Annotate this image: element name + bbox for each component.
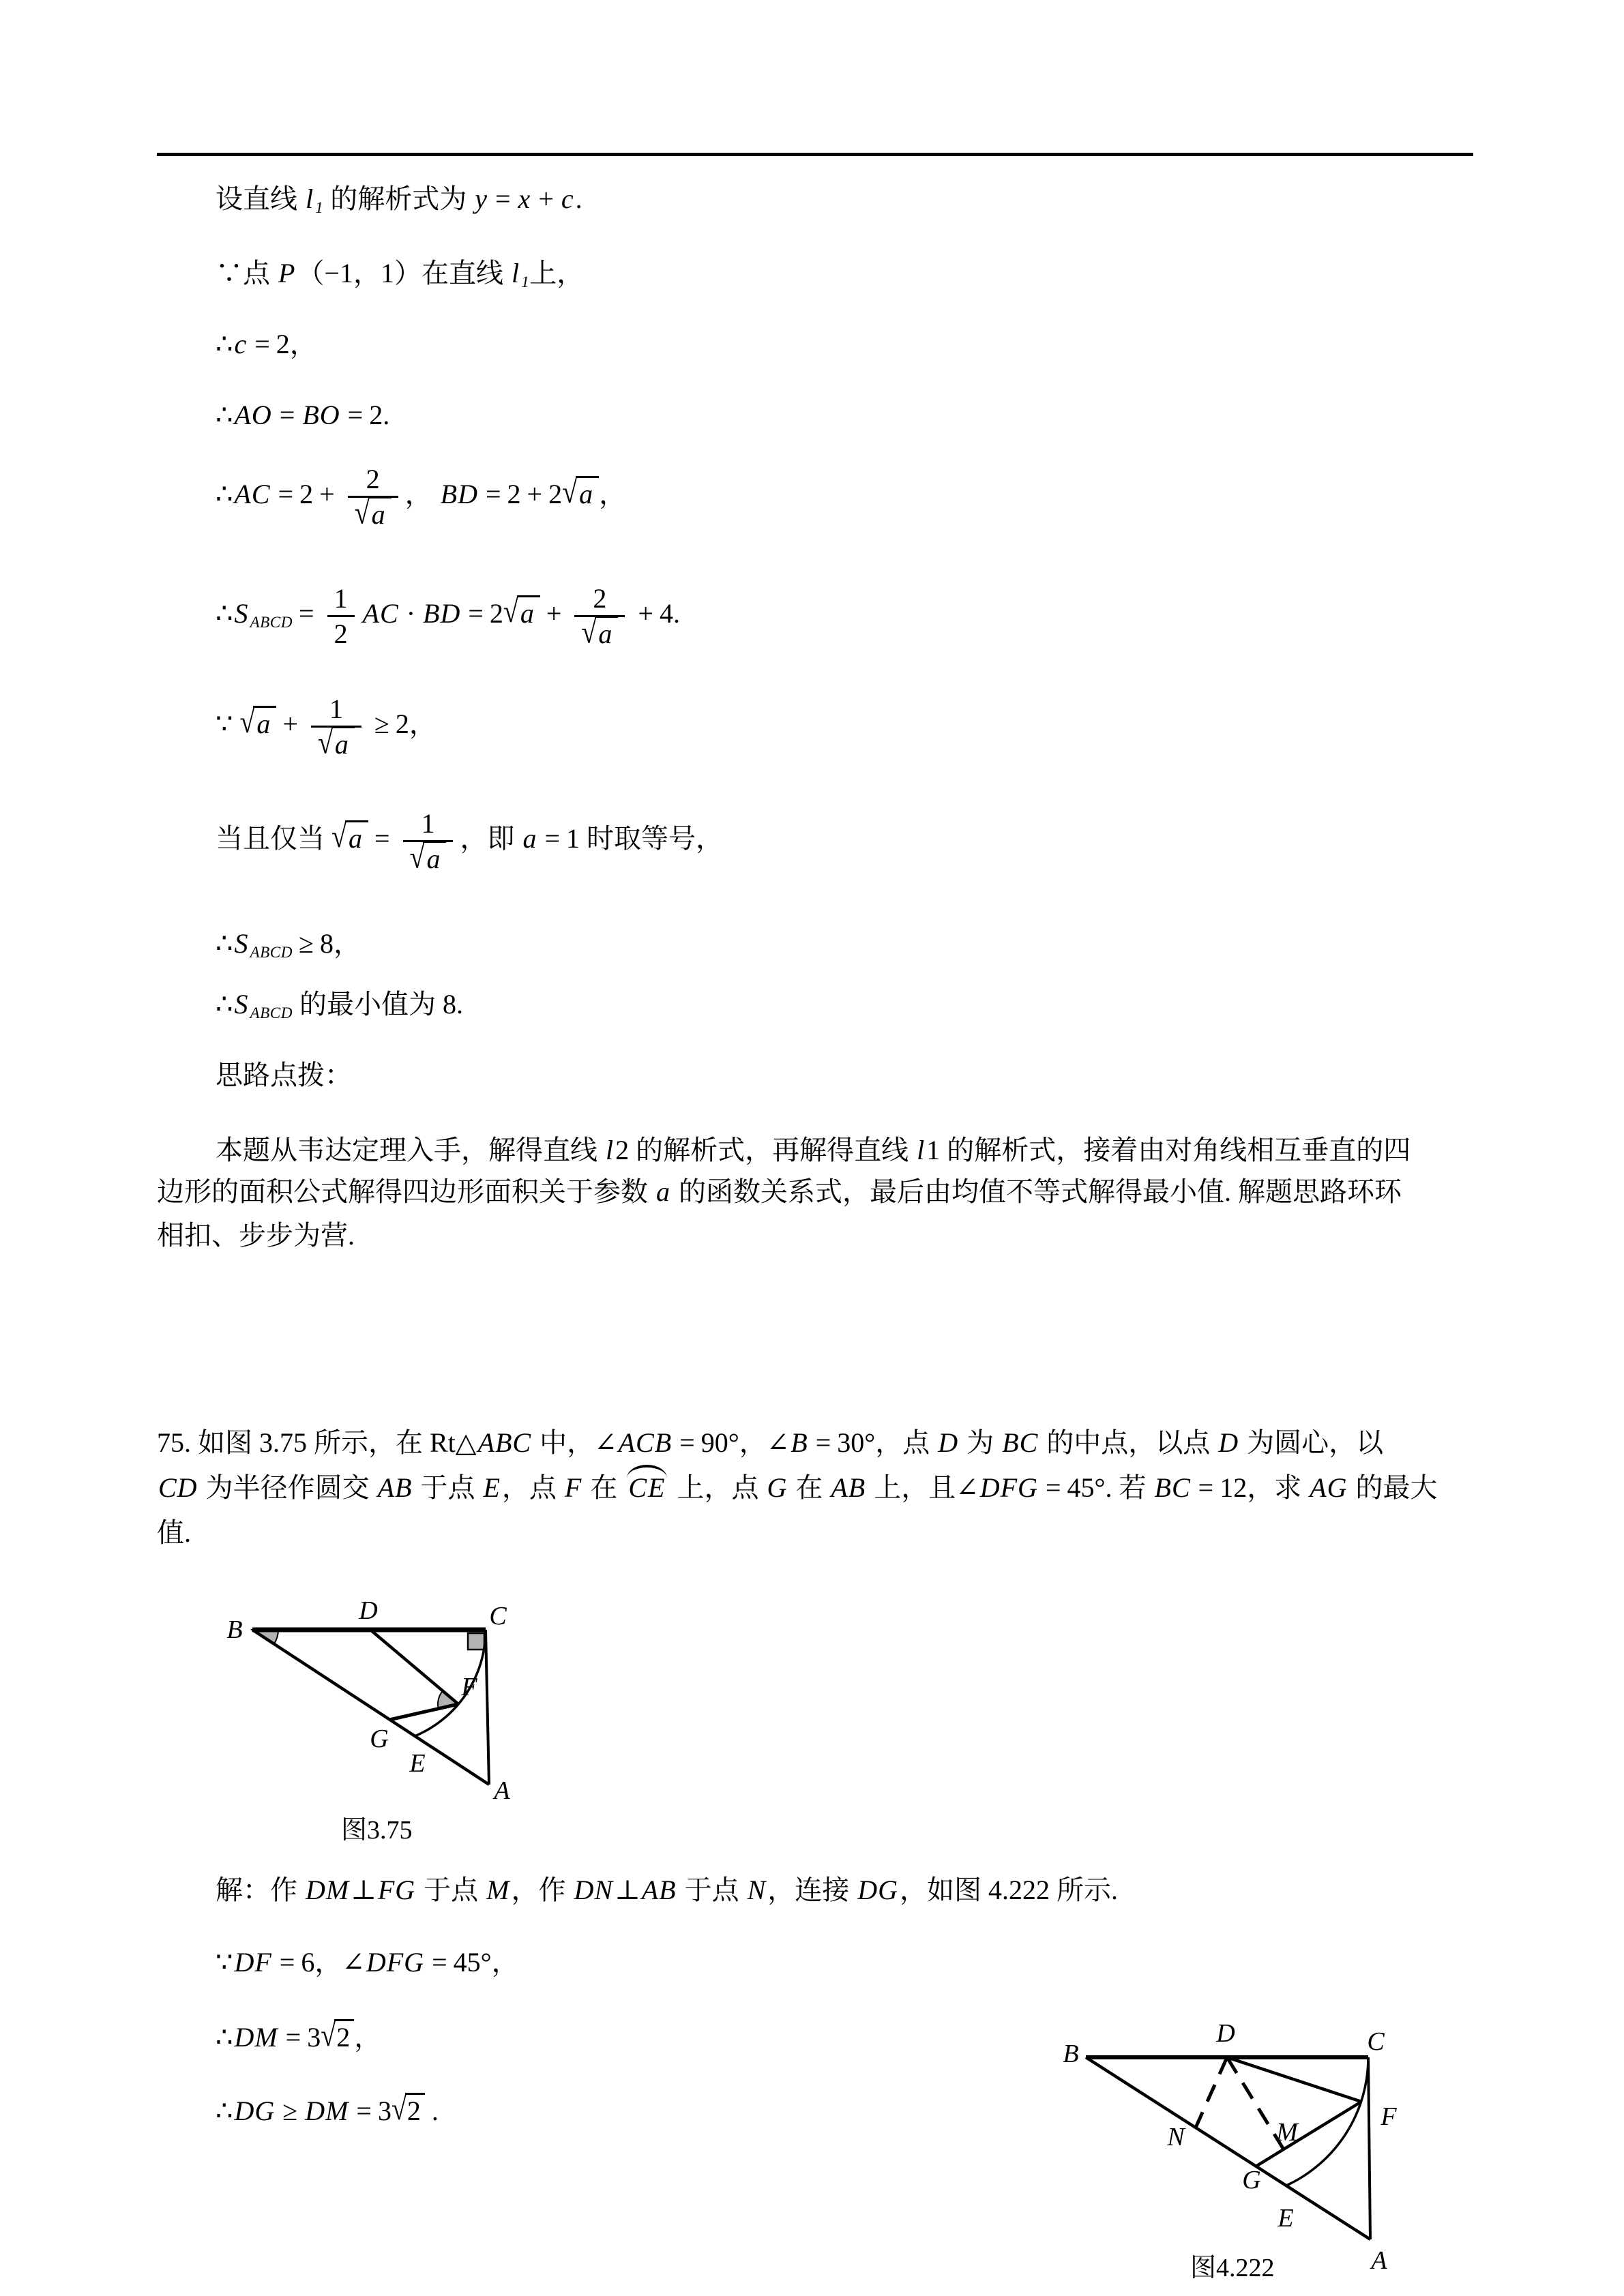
radical-sign: √ bbox=[581, 613, 597, 650]
formula-text: 6，∠ bbox=[301, 1947, 365, 1978]
formula-fraction bbox=[327, 584, 355, 648]
radical-sign: √ bbox=[354, 494, 370, 531]
math-line-equality-cond bbox=[216, 809, 723, 874]
formula-text: 相扣、步步为营. bbox=[157, 1220, 355, 1251]
point-label-b: B bbox=[1063, 2040, 1079, 2068]
formula-text: 的最大 bbox=[1348, 1472, 1438, 1503]
formula-text: ⊥ bbox=[351, 1875, 377, 1905]
formula-subscripted-variable bbox=[233, 928, 293, 959]
formula-text: 为半径作圆交 bbox=[198, 1472, 377, 1503]
dashed-segment-dm bbox=[1227, 2057, 1284, 2149]
right-angle-mark-c bbox=[468, 1633, 484, 1650]
dashed-segment-dn bbox=[1196, 2057, 1227, 2128]
problem-75-line-2 bbox=[157, 1472, 1438, 1504]
formula-variable: BD bbox=[423, 598, 461, 629]
point-label-n: N bbox=[1167, 2123, 1185, 2151]
formula-square-root bbox=[331, 818, 368, 854]
formula-square-root bbox=[503, 593, 540, 629]
hint-paragraph-line-1 bbox=[216, 1134, 1411, 1166]
formula-text: 2 的解析式，再解得直线 bbox=[615, 1135, 916, 1165]
formula-variable: BO bbox=[302, 400, 340, 430]
formula-variable: a bbox=[256, 709, 271, 740]
formula-variable: DN bbox=[574, 1875, 614, 1905]
figure-4-222 bbox=[1050, 1991, 1405, 2284]
formula-text: 于点 bbox=[413, 1472, 482, 1503]
formula-subscript: ABCD bbox=[250, 614, 293, 632]
formula-variable: c bbox=[234, 329, 248, 359]
formula-text: 上，且∠ bbox=[867, 1472, 979, 1503]
formula-variable: P bbox=[278, 258, 296, 288]
formula-variable: DM bbox=[305, 2096, 349, 2126]
formula-variable: DFG bbox=[979, 1472, 1038, 1503]
formula-text: ∵ bbox=[216, 1947, 233, 1978]
formula-text: 的函数关系式，最后由均值不等式解得最小值. 解题思路环环 bbox=[672, 1176, 1402, 1207]
formula-text: 2 bbox=[407, 2096, 421, 2126]
formula-subscript: 1 bbox=[521, 273, 530, 291]
formula-text: 2 bbox=[548, 479, 563, 510]
side-ca bbox=[486, 1630, 489, 1785]
radical-sign: √ bbox=[503, 593, 518, 629]
formula-text: ∵ bbox=[216, 709, 240, 740]
formula-text: 中，∠ bbox=[533, 1427, 617, 1458]
formula-variable: CD bbox=[158, 1472, 198, 1503]
formula-variable: AB bbox=[831, 1472, 866, 1503]
formula-variable: a bbox=[522, 823, 537, 854]
formula-text: 1 bbox=[329, 694, 343, 724]
formula-variable: F bbox=[564, 1472, 582, 1503]
formula-arc-over-text: CE bbox=[628, 1472, 666, 1503]
formula-text: 为圆心，以 bbox=[1240, 1427, 1384, 1458]
formula-variable: D bbox=[938, 1427, 959, 1458]
formula-text: ， bbox=[404, 479, 439, 510]
point-label-b: B bbox=[226, 1615, 243, 1644]
radicand bbox=[253, 706, 276, 739]
formula-text: 上，点 bbox=[670, 1472, 766, 1503]
formula-variable: a bbox=[334, 729, 349, 760]
radical-sign: √ bbox=[317, 724, 333, 760]
math-line-ac-bd bbox=[216, 465, 626, 529]
point-label-e: E bbox=[409, 1749, 426, 1778]
formula-operator: · bbox=[406, 598, 416, 629]
hint-paragraph-line-2 bbox=[157, 1176, 1402, 1208]
figure-3-75-caption: 图3.75 bbox=[341, 1816, 413, 1845]
math-line-point-p bbox=[216, 257, 584, 292]
formula-operator: = bbox=[356, 2096, 372, 2126]
formula-text: 12，求 bbox=[1220, 1472, 1309, 1503]
formula-subscripted-variable bbox=[304, 183, 324, 217]
formula-text: ∵点 bbox=[216, 258, 277, 288]
formula-operator: = bbox=[468, 598, 484, 629]
math-line-ao-bo bbox=[216, 399, 389, 431]
formula-variable: y bbox=[475, 183, 488, 214]
formula-text: 90°，∠ bbox=[700, 1427, 790, 1458]
formula-text: ∴ bbox=[216, 479, 233, 510]
formula-variable: S bbox=[234, 598, 249, 629]
formula-variable: BC bbox=[1002, 1427, 1039, 1458]
formula-operator: = bbox=[299, 598, 314, 629]
fraction-denominator bbox=[403, 838, 454, 875]
formula-operator: = bbox=[494, 183, 511, 214]
formula-variable: a bbox=[598, 618, 613, 649]
formula-text: 边形的面积公式解得四边形面积关于参数 bbox=[157, 1176, 655, 1207]
formula-operator: = bbox=[254, 329, 270, 359]
formula-text: 1 的解析式，接着由对角线相互垂直的四 bbox=[926, 1135, 1411, 1165]
formula-text: 在 bbox=[583, 1472, 625, 1503]
formula-variable: DFG bbox=[366, 1947, 425, 1978]
formula-text: 2， bbox=[276, 329, 317, 359]
header-divider-rule bbox=[157, 153, 1473, 156]
formula-text: 的最小值为 8. bbox=[293, 989, 463, 1019]
point-label-a: A bbox=[1371, 2246, 1387, 2275]
formula-operator: = bbox=[374, 823, 390, 854]
formula-text: 2 bbox=[489, 598, 503, 629]
formula-operator: + bbox=[319, 479, 335, 510]
formula-text: ∴ bbox=[216, 329, 233, 359]
formula-operator: = bbox=[279, 400, 295, 430]
formula-variable: DM bbox=[306, 1875, 350, 1905]
radicand bbox=[576, 476, 599, 509]
formula-operator: = bbox=[285, 2022, 301, 2053]
side-ba bbox=[252, 1630, 489, 1785]
radical-sign: √ bbox=[409, 838, 425, 875]
formula-fraction bbox=[403, 809, 454, 874]
formula-variable: S bbox=[234, 928, 249, 959]
formula-operator: = bbox=[815, 1427, 831, 1458]
fraction-numerator bbox=[311, 695, 361, 728]
formula-variable: a bbox=[426, 844, 441, 874]
formula-variable: DF bbox=[234, 1947, 272, 1978]
point-label-f: F bbox=[461, 1673, 477, 1701]
formula-variable: DG bbox=[234, 2096, 276, 2126]
formula-variable: DG bbox=[857, 1875, 899, 1905]
formula-variable: x bbox=[518, 183, 531, 214]
formula-square-root bbox=[354, 494, 392, 531]
formula-text: 当且仅当 bbox=[216, 823, 331, 854]
formula-text: 的解析式为 bbox=[323, 183, 474, 214]
side-ca bbox=[1368, 2057, 1370, 2239]
fraction-denominator bbox=[348, 494, 398, 531]
formula-variable: BD bbox=[440, 479, 478, 510]
formula-text: 2 bbox=[366, 464, 380, 494]
formula-operator: + bbox=[638, 598, 653, 629]
formula-text: 4. bbox=[659, 598, 680, 629]
fraction-numerator bbox=[403, 809, 454, 842]
formula-text: ，作 bbox=[511, 1875, 573, 1905]
radicand bbox=[331, 726, 355, 760]
fraction-denominator bbox=[574, 613, 625, 650]
formula-text: ，即 bbox=[460, 823, 522, 854]
formula-text: 2 bbox=[299, 479, 314, 510]
formula-variable: AC bbox=[362, 598, 399, 629]
formula-subscript: 1 bbox=[315, 198, 324, 217]
formula-text: 本题从韦达定理入手，解得直线 bbox=[216, 1135, 604, 1165]
fraction-numerator bbox=[348, 465, 398, 498]
formula-operator: ≥ bbox=[299, 928, 314, 959]
formula-text: ，连接 bbox=[767, 1875, 857, 1905]
fraction-numerator bbox=[327, 584, 355, 617]
formula-text: 75. 如图 3.75 所示，在 Rt△ bbox=[157, 1427, 477, 1458]
formula-subscript: ABCD bbox=[250, 1004, 293, 1022]
point-label-e: E bbox=[1278, 2204, 1294, 2233]
segment-df bbox=[370, 1630, 458, 1704]
formula-text: 2， bbox=[395, 709, 437, 740]
formula-variable: ACB bbox=[618, 1427, 673, 1458]
radical-sign: √ bbox=[331, 818, 346, 854]
formula-text: 值. bbox=[157, 1517, 191, 1548]
math-line-c-equals-2 bbox=[216, 328, 317, 360]
point-label-c: C bbox=[489, 1602, 507, 1630]
formula-square-root bbox=[317, 724, 355, 760]
formula-text: 2 bbox=[507, 479, 521, 510]
side-ba bbox=[1086, 2057, 1370, 2239]
hint-paragraph-line-3 bbox=[157, 1219, 355, 1251]
figure-3-75 bbox=[205, 1594, 518, 1813]
formula-variable: a bbox=[371, 499, 386, 530]
formula-text: 3 bbox=[307, 2022, 321, 2053]
formula-variable: AO bbox=[234, 400, 272, 430]
radicand bbox=[517, 595, 540, 629]
formula-variable: a bbox=[520, 598, 535, 629]
formula-text: ⊥ bbox=[615, 1875, 640, 1905]
radicand bbox=[595, 616, 618, 649]
formula-square-root bbox=[391, 2090, 425, 2127]
formula-text: 1 时取等号， bbox=[566, 823, 724, 854]
math-line-s-geq-8 bbox=[216, 927, 361, 962]
formula-operator: + bbox=[282, 709, 298, 740]
formula-square-root bbox=[581, 613, 618, 650]
formula-text: ，点 bbox=[501, 1472, 563, 1503]
solution-75-line-4 bbox=[216, 2090, 439, 2127]
formula-operator: + bbox=[527, 479, 543, 510]
fraction-denominator bbox=[327, 617, 355, 648]
formula-text: ∴ bbox=[216, 989, 233, 1019]
formula-text: ∴ bbox=[216, 598, 233, 629]
radical-sign: √ bbox=[239, 703, 255, 740]
formula-square-root bbox=[562, 473, 599, 510]
formula-text: ， bbox=[354, 2022, 382, 2053]
formula-text: 8， bbox=[319, 928, 361, 959]
formula-text: 2. bbox=[369, 400, 390, 430]
formula-subscripted-variable bbox=[233, 598, 293, 632]
formula-variable: S bbox=[234, 989, 249, 1019]
point-label-d: D bbox=[359, 1596, 378, 1625]
formula-text: 于点 bbox=[417, 1875, 486, 1905]
math-line-area-formula bbox=[216, 584, 680, 648]
formula-variable: D bbox=[1218, 1427, 1239, 1458]
formula-operator: = bbox=[432, 1947, 447, 1978]
formula-text: ∴ bbox=[216, 928, 233, 959]
formula-subscripted-variable bbox=[233, 989, 293, 1022]
hint-heading bbox=[216, 1059, 352, 1091]
formula-variable: l bbox=[512, 258, 520, 288]
formula-variable: a bbox=[348, 823, 363, 854]
formula-operator: = bbox=[278, 479, 294, 510]
formula-variable: ABC bbox=[477, 1427, 532, 1458]
math-line-min-value bbox=[216, 988, 463, 1023]
formula-variable: AG bbox=[1310, 1472, 1348, 1503]
fraction-numerator bbox=[574, 584, 625, 617]
point-label-g: G bbox=[1242, 2166, 1261, 2194]
radicand bbox=[334, 2019, 354, 2053]
point-label-f: F bbox=[1381, 2102, 1397, 2131]
formula-text: 2 bbox=[336, 2022, 351, 2053]
formula-text: （−1，1）在直线 bbox=[297, 258, 510, 288]
problem-75-line-3 bbox=[157, 1517, 191, 1549]
solution-75-line-2 bbox=[216, 1946, 519, 1978]
solution-75-line-3 bbox=[216, 2016, 382, 2053]
formula-variable: a bbox=[579, 479, 594, 510]
point-label-m: M bbox=[1276, 2118, 1298, 2147]
point-label-a: A bbox=[494, 1776, 510, 1805]
formula-fraction bbox=[574, 584, 625, 648]
formula-variable: M bbox=[486, 1875, 510, 1905]
formula-text: 3 bbox=[377, 2096, 392, 2126]
formula-square-root bbox=[321, 2016, 354, 2053]
formula-text: 2 bbox=[593, 583, 607, 614]
formula-variable: l bbox=[606, 1135, 615, 1165]
formula-text: 2 bbox=[334, 618, 348, 649]
formula-variable: FG bbox=[377, 1875, 416, 1905]
point-label-d: D bbox=[1216, 2019, 1235, 2048]
formula-text: . bbox=[575, 183, 582, 214]
formula-operator: = bbox=[347, 400, 364, 430]
problem-75-line-1 bbox=[157, 1427, 1383, 1459]
formula-operator: = bbox=[1045, 1472, 1061, 1503]
formula-variable: DM bbox=[234, 2022, 278, 2053]
figure-4-222-caption: 图4.222 bbox=[1190, 2254, 1275, 2282]
formula-text: ∴ bbox=[216, 2096, 233, 2126]
formula-operator: = bbox=[1198, 1472, 1214, 1503]
formula-fraction bbox=[348, 465, 398, 529]
formula-variable: BC bbox=[1154, 1472, 1191, 1503]
formula-text: 设直线 bbox=[216, 183, 304, 214]
formula-variable: G bbox=[767, 1472, 788, 1503]
formula-text: 上， bbox=[529, 258, 585, 288]
fraction-denominator bbox=[311, 724, 361, 760]
formula-square-root bbox=[239, 703, 276, 740]
formula-variable: AC bbox=[234, 479, 271, 510]
formula-operator: ≥ bbox=[282, 2096, 298, 2126]
formula-subscripted-variable bbox=[510, 258, 530, 291]
radical-sign: √ bbox=[391, 2090, 407, 2127]
formula-operator: = bbox=[679, 1427, 695, 1458]
formula-text: 45°. 若 bbox=[1067, 1472, 1153, 1503]
math-line-amgm bbox=[216, 695, 437, 759]
formula-variable: N bbox=[747, 1875, 767, 1905]
formula-operator: + bbox=[538, 183, 554, 214]
formula-fraction bbox=[311, 695, 361, 759]
radicand bbox=[405, 2093, 425, 2126]
formula-variable: E bbox=[483, 1472, 501, 1503]
formula-text: 思路点拨： bbox=[216, 1060, 352, 1090]
formula-text: 1 bbox=[421, 808, 435, 839]
formula-subscript: ABCD bbox=[250, 943, 293, 961]
formula-text: 于点 bbox=[677, 1875, 746, 1905]
formula-variable: l bbox=[917, 1135, 926, 1165]
formula-text: 1 bbox=[334, 583, 348, 614]
radicand bbox=[345, 820, 368, 854]
point-label-c: C bbox=[1367, 2027, 1385, 2056]
radicand bbox=[368, 496, 392, 530]
solution-75-line-1 bbox=[216, 1874, 1118, 1906]
formula-variable: l bbox=[306, 183, 314, 214]
formula-operator: = bbox=[279, 1947, 295, 1978]
formula-text: 45°， bbox=[453, 1947, 519, 1978]
formula-text: ∴ bbox=[216, 2022, 233, 2053]
formula-square-root bbox=[409, 838, 447, 875]
formula-text: . bbox=[424, 2096, 439, 2126]
point-label-g: G bbox=[370, 1725, 389, 1753]
formula-operator: + bbox=[546, 598, 562, 629]
formula-operator: = bbox=[485, 479, 501, 510]
formula-variable: a bbox=[656, 1176, 670, 1207]
formula-text: 30°，点 bbox=[837, 1427, 937, 1458]
formula-text: 为 bbox=[960, 1427, 1001, 1458]
formula-operator: = bbox=[544, 823, 561, 854]
segment-gf bbox=[389, 1704, 458, 1720]
formula-operator: ≥ bbox=[374, 709, 389, 740]
radicand bbox=[423, 841, 446, 874]
formula-variable: B bbox=[791, 1427, 808, 1458]
formula-variable: AB bbox=[641, 1875, 677, 1905]
formula-text: ， bbox=[599, 479, 627, 510]
formula-variable: AB bbox=[377, 1472, 413, 1503]
formula-text: ，如图 4.222 所示. bbox=[900, 1875, 1119, 1905]
formula-variable: c bbox=[561, 183, 574, 214]
formula-text: 解：作 bbox=[216, 1875, 304, 1905]
segment-df bbox=[1227, 2057, 1361, 2102]
formula-text: 的中点，以点 bbox=[1039, 1427, 1217, 1458]
radical-sign: √ bbox=[321, 2016, 336, 2053]
math-line-set-l1 bbox=[216, 183, 582, 218]
radical-sign: √ bbox=[562, 473, 578, 510]
formula-text: ∴ bbox=[216, 400, 233, 430]
formula-text: 在 bbox=[788, 1472, 830, 1503]
